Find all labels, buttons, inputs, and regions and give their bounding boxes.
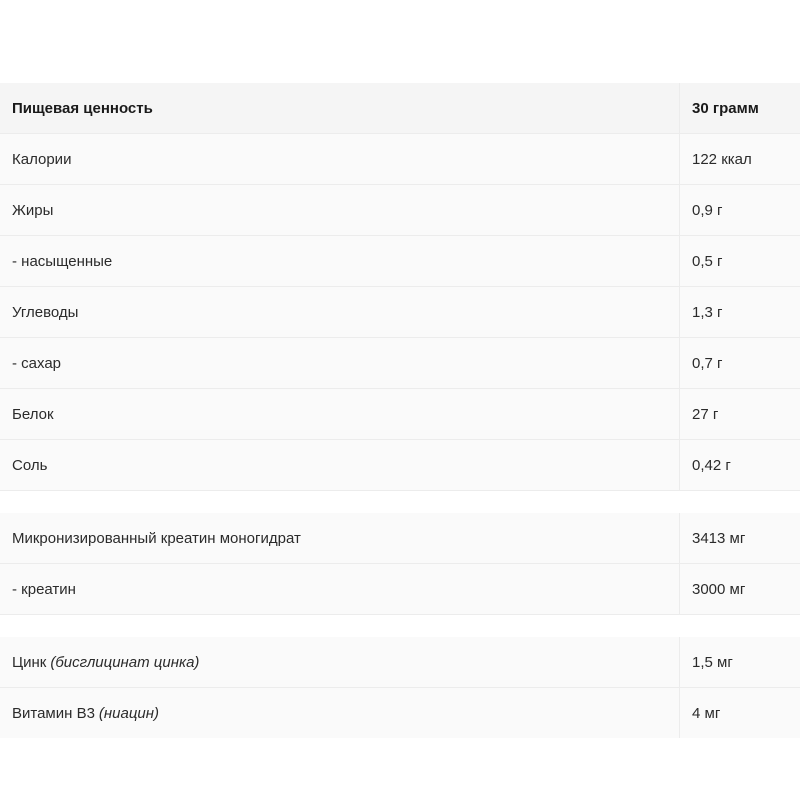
group-separator [0, 615, 800, 637]
row-name: Белок [0, 389, 680, 439]
row-value: 1,3 г [692, 303, 723, 321]
row-name: Углеводы [0, 287, 680, 337]
row-value: 1,5 мг [692, 653, 733, 671]
row-name: - креатин [0, 564, 680, 614]
row-name-text: Витамин B3 [12, 704, 95, 722]
table-row [0, 236, 800, 287]
row-value: 0,42 г [692, 456, 731, 474]
table-row [0, 185, 800, 236]
row-name: - сахар [0, 338, 680, 388]
row-value: 3000 мг [692, 580, 746, 598]
table-row [0, 637, 800, 688]
row-name [0, 637, 680, 687]
table-header [0, 83, 800, 134]
group-separator [0, 491, 800, 513]
row-value: 4 мг [692, 704, 721, 722]
row-value: 0,5 г [692, 252, 723, 270]
row-name: Калории [0, 134, 680, 184]
header-name: Пищевая ценность [0, 83, 680, 133]
table-row [0, 564, 800, 615]
row-name: Соль [0, 440, 680, 490]
row-name [0, 688, 680, 738]
row-name-note: (бисглицинат цинка) [50, 653, 200, 671]
row-value: 27 г [692, 405, 719, 423]
table-row [0, 513, 800, 564]
row-name-note: (ниацин) [98, 704, 160, 722]
table-row [0, 287, 800, 338]
table-row [0, 688, 800, 738]
row-name: Микронизированный креатин моногидрат [0, 513, 680, 563]
row-name: Жиры [0, 185, 680, 235]
header-value: 30 грамм [692, 99, 759, 117]
row-name: - насыщенные [0, 236, 680, 286]
nutrition-table [0, 83, 800, 738]
table-row [0, 338, 800, 389]
row-name-text: Цинк [12, 653, 47, 671]
row-value: 3413 мг [692, 529, 746, 547]
table-row [0, 389, 800, 440]
row-value: 122 ккал [692, 150, 752, 168]
table-row [0, 440, 800, 491]
row-value: 0,9 г [692, 201, 723, 219]
row-value: 0,7 г [692, 354, 723, 372]
table-row [0, 134, 800, 185]
